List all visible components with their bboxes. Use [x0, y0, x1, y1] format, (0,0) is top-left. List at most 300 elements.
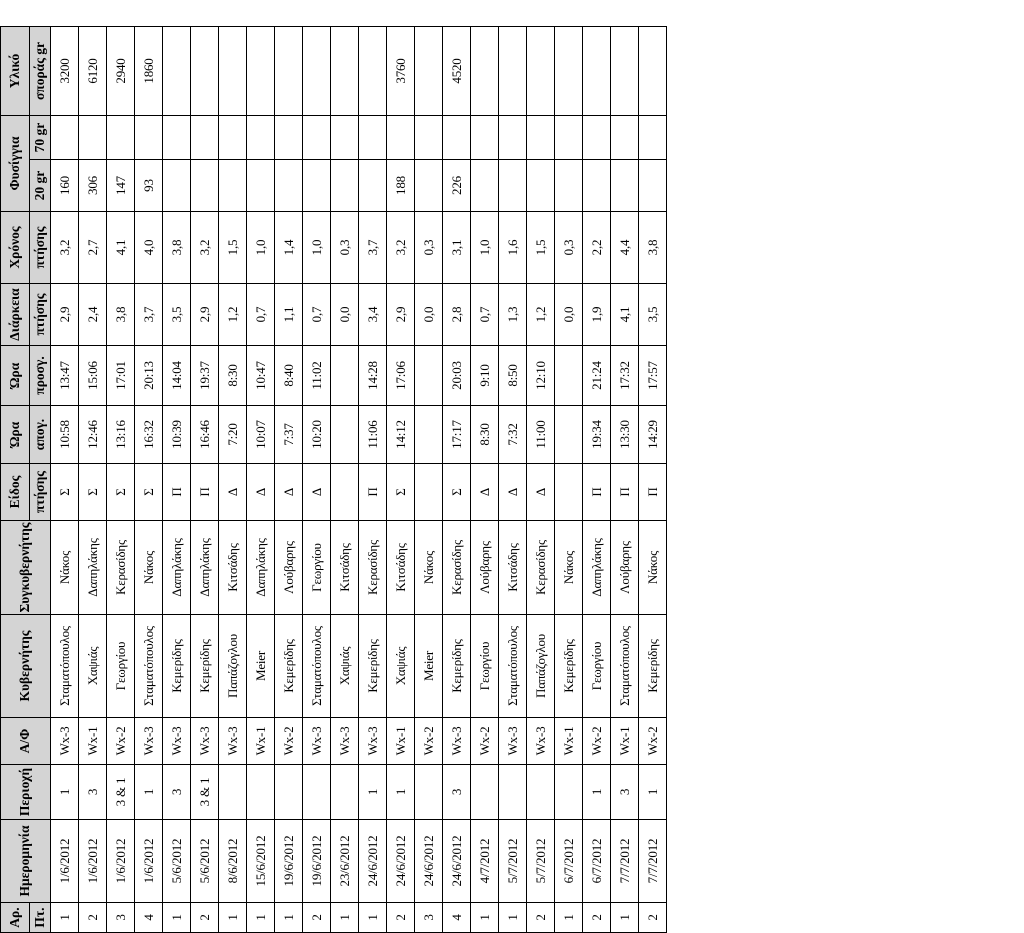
- cell-flares-70gr: [51, 116, 79, 160]
- cell-flares-20gr: [219, 160, 247, 212]
- table-row: [583, 27, 611, 933]
- cell-duration: 1,3: [499, 284, 527, 346]
- table-row: [107, 27, 135, 933]
- cell-flight-time: 3,2: [387, 212, 415, 284]
- cell-seeding-gr: [359, 27, 387, 116]
- cell-flight-number: 2: [303, 903, 331, 933]
- cell-pilot: Κεμερίδης: [443, 615, 471, 718]
- cell-landing: 17:06: [387, 346, 415, 406]
- cell-flight-type: Σ: [79, 464, 107, 521]
- table-row: [471, 27, 499, 933]
- subheader-seeding-gr: σποράς gr: [30, 27, 51, 116]
- cell-seeding-gr: [303, 27, 331, 116]
- cell-pilot: Κεμερίδης: [639, 615, 667, 718]
- cell-pilot: Γεωργίου: [583, 615, 611, 718]
- cell-duration: 0,0: [555, 284, 583, 346]
- cell-flares-20gr: [191, 160, 219, 212]
- cell-landing: 8:30: [219, 346, 247, 406]
- cell-flares-20gr: [359, 160, 387, 212]
- table-row: [611, 27, 639, 933]
- cell-flight-number: 1: [331, 903, 359, 933]
- cell-area: [527, 765, 555, 820]
- cell-pilot: Παπάζογλου: [527, 615, 555, 718]
- cell-duration: 2,9: [387, 284, 415, 346]
- header-copilot: Συγκυβερνήτης: [1, 521, 51, 615]
- cell-takeoff: 8:30: [471, 406, 499, 464]
- header-seeding-material: Υλικό: [1, 27, 30, 116]
- cell-copilot: Νάκος: [51, 521, 79, 615]
- cell-seeding-gr: [219, 27, 247, 116]
- cell-pilot: Σταματόπουλος: [611, 615, 639, 718]
- cell-flight-time: 2,7: [79, 212, 107, 284]
- cell-flares-70gr: [527, 116, 555, 160]
- cell-flares-20gr: 306: [79, 160, 107, 212]
- cell-date: 1/6/2012: [135, 820, 163, 903]
- cell-flares-70gr: [219, 116, 247, 160]
- cell-duration: 0,0: [331, 284, 359, 346]
- cell-seeding-gr: 1860: [135, 27, 163, 116]
- cell-copilot: Δαπηλάκης: [191, 521, 219, 615]
- cell-seeding-gr: [611, 27, 639, 116]
- cell-landing: 8:50: [499, 346, 527, 406]
- cell-aircraft: Wx-2: [471, 718, 499, 765]
- header-area: Περιοχή: [1, 765, 51, 820]
- cell-flares-70gr: [471, 116, 499, 160]
- cell-flight-number: 4: [135, 903, 163, 933]
- cell-flares-70gr: [499, 116, 527, 160]
- cell-flight-time: 1,0: [471, 212, 499, 284]
- cell-date: 5/7/2012: [499, 820, 527, 903]
- cell-copilot: Κερασίδης: [107, 521, 135, 615]
- cell-pilot: Meier: [415, 615, 443, 718]
- cell-seeding-gr: [499, 27, 527, 116]
- subheader-flares-20gr: 20 gr: [30, 160, 51, 212]
- cell-landing: [415, 346, 443, 406]
- cell-flight-time: 4,1: [107, 212, 135, 284]
- cell-takeoff: [331, 406, 359, 464]
- cell-date: 6/7/2012: [583, 820, 611, 903]
- cell-pilot: Γεωργίου: [471, 615, 499, 718]
- header-takeoff-time: Ώρα: [1, 406, 30, 464]
- cell-copilot: Κερασίδης: [443, 521, 471, 615]
- cell-area: 3: [443, 765, 471, 820]
- cell-aircraft: Wx-3: [499, 718, 527, 765]
- cell-landing: 17:57: [639, 346, 667, 406]
- cell-duration: 3,7: [135, 284, 163, 346]
- cell-pilot: Κεμερίδης: [163, 615, 191, 718]
- cell-copilot: Κιτσάδης: [499, 521, 527, 615]
- cell-date: 5/6/2012: [163, 820, 191, 903]
- cell-date: 7/7/2012: [639, 820, 667, 903]
- cell-flares-70gr: [387, 116, 415, 160]
- cell-area: 1: [51, 765, 79, 820]
- cell-flares-20gr: [471, 160, 499, 212]
- cell-flight-time: 0,3: [331, 212, 359, 284]
- cell-landing: 12:10: [527, 346, 555, 406]
- cell-date: 1/6/2012: [79, 820, 107, 903]
- table-row: [443, 27, 471, 933]
- header-aircraft: Α/Φ: [1, 718, 51, 765]
- cell-area: 1: [135, 765, 163, 820]
- cell-flight-number: 1: [247, 903, 275, 933]
- cell-flight-number: 1: [471, 903, 499, 933]
- cell-flight-time: 3,8: [639, 212, 667, 284]
- cell-landing: 19:37: [191, 346, 219, 406]
- cell-area: 1: [639, 765, 667, 820]
- cell-flight-time: 3,2: [51, 212, 79, 284]
- cell-pilot: Σταματόπουλος: [51, 615, 79, 718]
- cell-flares-20gr: [303, 160, 331, 212]
- cell-flight-type: Σ: [107, 464, 135, 521]
- cell-pilot: Χαψιάς: [331, 615, 359, 718]
- cell-date: 8/6/2012: [219, 820, 247, 903]
- cell-flight-type: Σ: [443, 464, 471, 521]
- cell-flight-time: 1,5: [527, 212, 555, 284]
- cell-flight-type: [331, 464, 359, 521]
- cell-flight-type: Σ: [387, 464, 415, 521]
- cell-flight-time: 1,5: [219, 212, 247, 284]
- header-date: Ημερομηνία: [1, 820, 51, 903]
- cell-seeding-gr: 4520: [443, 27, 471, 116]
- cell-flares-70gr: [303, 116, 331, 160]
- cell-copilot: Δαπηλάκης: [583, 521, 611, 615]
- cell-takeoff: 10:20: [303, 406, 331, 464]
- cell-takeoff: 7:32: [499, 406, 527, 464]
- cell-landing: [555, 346, 583, 406]
- cell-flight-time: 3,1: [443, 212, 471, 284]
- cell-flares-20gr: [639, 160, 667, 212]
- cell-copilot: Νάκος: [135, 521, 163, 615]
- cell-flight-number: 1: [611, 903, 639, 933]
- cell-date: 15/6/2012: [247, 820, 275, 903]
- cell-flares-70gr: [555, 116, 583, 160]
- subheader-duration: πτήσης: [30, 284, 51, 346]
- cell-takeoff: 7:37: [275, 406, 303, 464]
- cell-landing: 10:47: [247, 346, 275, 406]
- cell-aircraft: Wx-2: [275, 718, 303, 765]
- cell-date: 5/7/2012: [527, 820, 555, 903]
- table-row: [387, 27, 415, 933]
- subheader-landing: προσγ.: [30, 346, 51, 406]
- cell-flight-number: 3: [415, 903, 443, 933]
- cell-flight-type: Π: [639, 464, 667, 521]
- cell-flares-20gr: [499, 160, 527, 212]
- cell-flares-70gr: [107, 116, 135, 160]
- cell-landing: 14:28: [359, 346, 387, 406]
- cell-flight-number: 1: [499, 903, 527, 933]
- cell-landing: 20:13: [135, 346, 163, 406]
- cell-seeding-gr: [527, 27, 555, 116]
- cell-area: [471, 765, 499, 820]
- cell-flares-20gr: [611, 160, 639, 212]
- cell-flight-number: 1: [163, 903, 191, 933]
- cell-date: 23/6/2012: [331, 820, 359, 903]
- cell-duration: 3,8: [107, 284, 135, 346]
- cell-aircraft: Wx-3: [303, 718, 331, 765]
- cell-aircraft: Wx-3: [359, 718, 387, 765]
- cell-flares-20gr: [331, 160, 359, 212]
- cell-flares-70gr: [163, 116, 191, 160]
- cell-copilot: Νάκος: [415, 521, 443, 615]
- cell-landing: 14:04: [163, 346, 191, 406]
- subheader-flight-number: Πτ.: [30, 903, 51, 933]
- table-row: [331, 27, 359, 933]
- cell-flares-20gr: 188: [387, 160, 415, 212]
- cell-duration: 3,5: [163, 284, 191, 346]
- cell-takeoff: 10:39: [163, 406, 191, 464]
- cell-copilot: Λούβαρης: [471, 521, 499, 615]
- cell-pilot: Meier: [247, 615, 275, 718]
- cell-flight-type: Δ: [219, 464, 247, 521]
- header-duration: Διάρκεια: [1, 284, 30, 346]
- cell-copilot: Λούβαρης: [611, 521, 639, 615]
- cell-flares-70gr: [135, 116, 163, 160]
- cell-area: 1: [387, 765, 415, 820]
- cell-landing: 15:06: [79, 346, 107, 406]
- cell-flight-number: 2: [527, 903, 555, 933]
- cell-flares-20gr: 226: [443, 160, 471, 212]
- cell-landing: 13:47: [51, 346, 79, 406]
- cell-flares-70gr: [191, 116, 219, 160]
- cell-duration: 2,8: [443, 284, 471, 346]
- cell-duration: 2,9: [51, 284, 79, 346]
- cell-flight-type: [415, 464, 443, 521]
- header-flares: Φυσίγγια: [1, 116, 30, 212]
- cell-aircraft: Wx-2: [583, 718, 611, 765]
- cell-date: 1/6/2012: [107, 820, 135, 903]
- cell-flares-70gr: [331, 116, 359, 160]
- cell-pilot: Παπάζογλου: [219, 615, 247, 718]
- cell-flight-number: 1: [219, 903, 247, 933]
- header-landing-time: Ώρα: [1, 346, 30, 406]
- cell-date: 24/6/2012: [387, 820, 415, 903]
- cell-date: 7/7/2012: [611, 820, 639, 903]
- cell-pilot: Κεμερίδης: [359, 615, 387, 718]
- header-pilot: Κυβερνήτης: [1, 615, 51, 718]
- cell-aircraft: Wx-2: [639, 718, 667, 765]
- cell-landing: 9:10: [471, 346, 499, 406]
- cell-flares-20gr: [163, 160, 191, 212]
- cell-date: 24/6/2012: [415, 820, 443, 903]
- cell-date: 19/6/2012: [275, 820, 303, 903]
- cell-flight-type: Δ: [527, 464, 555, 521]
- cell-aircraft: Wx-3: [219, 718, 247, 765]
- cell-flight-number: 2: [639, 903, 667, 933]
- cell-flight-time: 1,0: [247, 212, 275, 284]
- cell-duration: 3,5: [639, 284, 667, 346]
- cell-aircraft: Wx-1: [611, 718, 639, 765]
- cell-date: 24/6/2012: [359, 820, 387, 903]
- cell-landing: 17:01: [107, 346, 135, 406]
- cell-date: 4/7/2012: [471, 820, 499, 903]
- cell-takeoff: 14:29: [639, 406, 667, 464]
- cell-area: 1: [583, 765, 611, 820]
- cell-duration: 1,2: [527, 284, 555, 346]
- cell-area: 3: [611, 765, 639, 820]
- header-flight-number: Αρ.: [1, 903, 30, 933]
- cell-date: 5/6/2012: [191, 820, 219, 903]
- cell-copilot: Κερασίδης: [527, 521, 555, 615]
- cell-flight-time: 1,0: [303, 212, 331, 284]
- cell-flight-time: 3,2: [191, 212, 219, 284]
- table-row: [51, 27, 79, 933]
- cell-duration: 1,9: [583, 284, 611, 346]
- table-row: [191, 27, 219, 933]
- cell-flares-70gr: [359, 116, 387, 160]
- cell-date: 24/6/2012: [443, 820, 471, 903]
- table-row: [275, 27, 303, 933]
- cell-pilot: Χαψιάς: [79, 615, 107, 718]
- cell-takeoff: 14:12: [387, 406, 415, 464]
- cell-pilot: Σταματόπουλος: [499, 615, 527, 718]
- cell-flight-number: 2: [583, 903, 611, 933]
- cell-pilot: Γεωργίου: [107, 615, 135, 718]
- cell-area: [303, 765, 331, 820]
- cell-aircraft: Wx-3: [443, 718, 471, 765]
- cell-flares-20gr: [583, 160, 611, 212]
- cell-flight-type: Π: [191, 464, 219, 521]
- table-row: [219, 27, 247, 933]
- cell-area: 3 & 1: [107, 765, 135, 820]
- cell-copilot: Νάκος: [555, 521, 583, 615]
- cell-seeding-gr: [247, 27, 275, 116]
- cell-seeding-gr: [639, 27, 667, 116]
- cell-flares-70gr: [611, 116, 639, 160]
- flight-log-table: [0, 26, 667, 933]
- cell-seeding-gr: [331, 27, 359, 116]
- cell-area: 3: [163, 765, 191, 820]
- cell-aircraft: Wx-2: [107, 718, 135, 765]
- cell-area: [247, 765, 275, 820]
- cell-copilot: Κιτσάδης: [387, 521, 415, 615]
- cell-aircraft: Wx-1: [79, 718, 107, 765]
- cell-area: 3: [79, 765, 107, 820]
- cell-duration: 1,1: [275, 284, 303, 346]
- cell-area: [219, 765, 247, 820]
- cell-copilot: Λούβαρης: [275, 521, 303, 615]
- cell-seeding-gr: [583, 27, 611, 116]
- cell-flares-70gr: [275, 116, 303, 160]
- cell-landing: 11:02: [303, 346, 331, 406]
- cell-aircraft: Wx-3: [163, 718, 191, 765]
- cell-landing: 21:24: [583, 346, 611, 406]
- cell-area: [499, 765, 527, 820]
- cell-area: 1: [359, 765, 387, 820]
- cell-takeoff: 11:00: [527, 406, 555, 464]
- cell-seeding-gr: [415, 27, 443, 116]
- cell-date: 19/6/2012: [303, 820, 331, 903]
- table-row: [639, 27, 667, 933]
- cell-flight-type: Δ: [303, 464, 331, 521]
- cell-flight-type: Δ: [247, 464, 275, 521]
- table-row: [79, 27, 107, 933]
- cell-aircraft: Wx-3: [191, 718, 219, 765]
- header-flight-time: Χρόνος: [1, 212, 30, 284]
- cell-seeding-gr: [555, 27, 583, 116]
- cell-takeoff: [415, 406, 443, 464]
- cell-aircraft: Wx-1: [247, 718, 275, 765]
- cell-flight-time: 3,8: [163, 212, 191, 284]
- cell-flight-time: 1,4: [275, 212, 303, 284]
- cell-flight-type: Σ: [135, 464, 163, 521]
- cell-takeoff: 10:58: [51, 406, 79, 464]
- cell-flares-20gr: [415, 160, 443, 212]
- cell-flight-type: Π: [359, 464, 387, 521]
- cell-takeoff: 12:46: [79, 406, 107, 464]
- cell-flares-70gr: [247, 116, 275, 160]
- cell-copilot: Νάκος: [639, 521, 667, 615]
- cell-date: 1/6/2012: [51, 820, 79, 903]
- cell-seeding-gr: [163, 27, 191, 116]
- cell-copilot: Κιτσάδης: [331, 521, 359, 615]
- cell-flight-type: [555, 464, 583, 521]
- cell-flight-number: 1: [555, 903, 583, 933]
- cell-takeoff: 17:17: [443, 406, 471, 464]
- subheader-takeoff: απογ.: [30, 406, 51, 464]
- cell-duration: 1,2: [219, 284, 247, 346]
- cell-pilot: Κεμερίδης: [191, 615, 219, 718]
- cell-flares-70gr: [443, 116, 471, 160]
- table-row: [415, 27, 443, 933]
- cell-flares-70gr: [639, 116, 667, 160]
- cell-flight-number: 3: [107, 903, 135, 933]
- cell-pilot: Σταματόπουλος: [303, 615, 331, 718]
- cell-flight-number: 4: [443, 903, 471, 933]
- cell-aircraft: Wx-2: [415, 718, 443, 765]
- cell-flight-type: Π: [163, 464, 191, 521]
- subheader-flight-time: πτήσης: [30, 212, 51, 284]
- cell-duration: 3,4: [359, 284, 387, 346]
- cell-takeoff: 7:20: [219, 406, 247, 464]
- table-row: [555, 27, 583, 933]
- cell-flight-number: 2: [79, 903, 107, 933]
- cell-flight-type: Δ: [499, 464, 527, 521]
- cell-pilot: Χαψιάς: [387, 615, 415, 718]
- cell-landing: [331, 346, 359, 406]
- cell-flares-20gr: [527, 160, 555, 212]
- cell-aircraft: Wx-3: [51, 718, 79, 765]
- cell-date: 6/7/2012: [555, 820, 583, 903]
- cell-takeoff: 10:07: [247, 406, 275, 464]
- cell-flight-number: 2: [387, 903, 415, 933]
- cell-duration: 2,9: [191, 284, 219, 346]
- cell-flight-time: 0,3: [415, 212, 443, 284]
- cell-aircraft: Wx-3: [527, 718, 555, 765]
- cell-aircraft: Wx-3: [135, 718, 163, 765]
- cell-takeoff: 16:46: [191, 406, 219, 464]
- cell-seeding-gr: [275, 27, 303, 116]
- cell-area: [275, 765, 303, 820]
- cell-flight-time: 1,6: [499, 212, 527, 284]
- cell-pilot: Κεμερίδης: [555, 615, 583, 718]
- cell-flight-type: Σ: [51, 464, 79, 521]
- cell-flight-number: 1: [275, 903, 303, 933]
- cell-seeding-gr: [191, 27, 219, 116]
- cell-area: 3 & 1: [191, 765, 219, 820]
- cell-copilot: Γεωργίου: [303, 521, 331, 615]
- cell-seeding-gr: 3760: [387, 27, 415, 116]
- cell-flight-number: 1: [359, 903, 387, 933]
- table-row: [135, 27, 163, 933]
- cell-flight-number: 1: [51, 903, 79, 933]
- header-flight-type: Είδος: [1, 464, 30, 521]
- cell-takeoff: [555, 406, 583, 464]
- cell-takeoff: 13:16: [107, 406, 135, 464]
- cell-area: [415, 765, 443, 820]
- cell-copilot: Κερασίδης: [359, 521, 387, 615]
- cell-flight-time: 2,2: [583, 212, 611, 284]
- table-row: [163, 27, 191, 933]
